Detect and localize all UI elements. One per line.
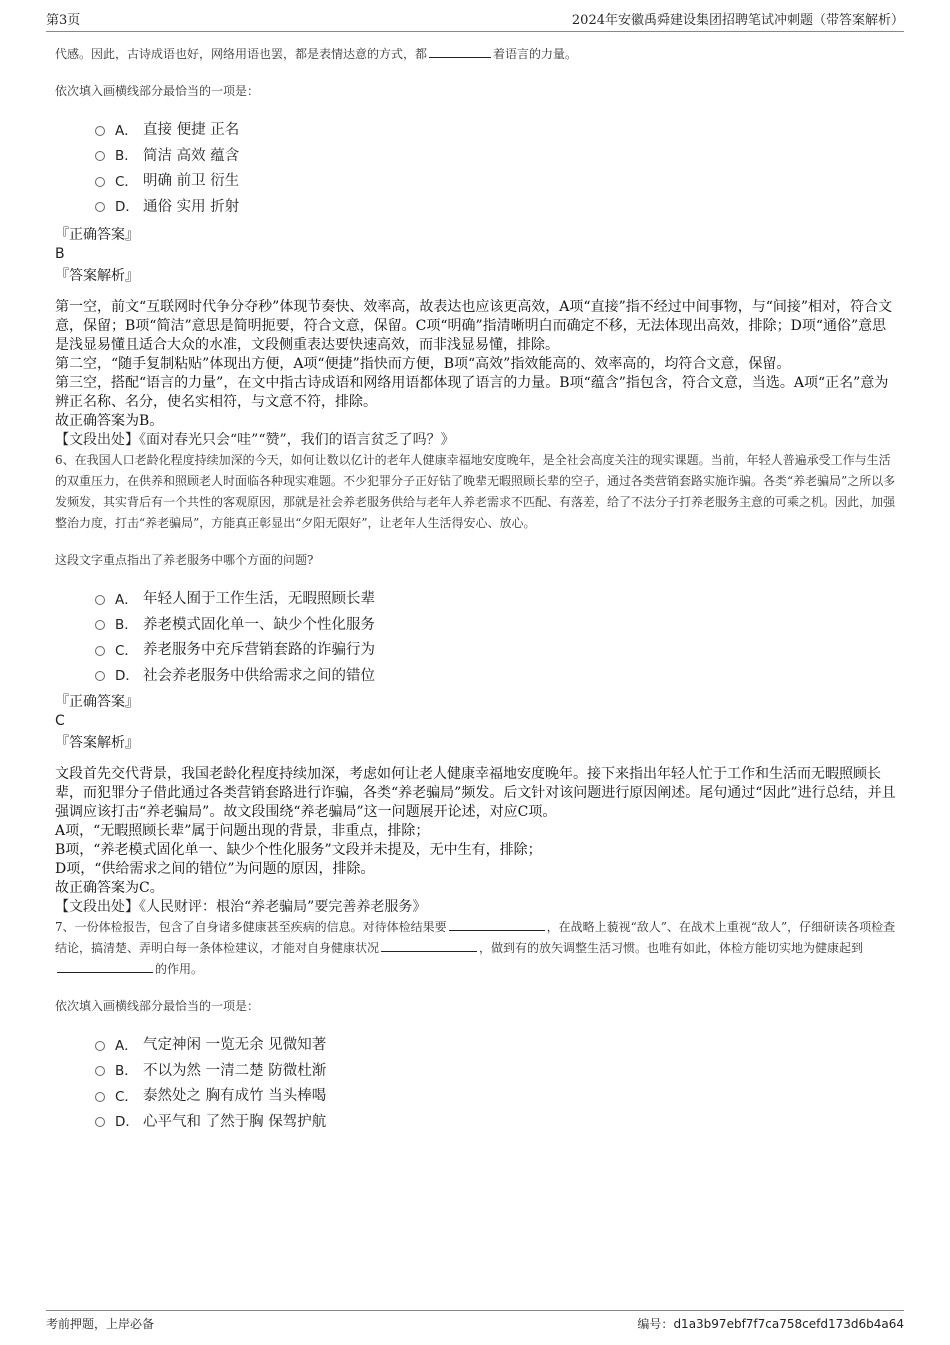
q6-prompt: 这段文字重点指出了养老服务中哪个方面的问题? — [55, 553, 314, 567]
q6-analysis-option-b: B项，“养老模式固化单一、缺少个性化服务”文段并未提及，无中生有，排除； — [55, 842, 542, 858]
q6-option-d[interactable]: D． 社会养老服务中供给需求之间的错位 — [95, 662, 898, 688]
q5-analysis-para-2: 第二空，“随手复制粘贴”体现出方便，A项“便捷”指快而方便，B项“高效”指效能高的、效率高的，均符合文意，保留。 — [55, 356, 791, 372]
q6-answer: C — [55, 713, 65, 729]
q6-option-c[interactable]: C． 养老服务中充斥营销套路的诈骗行为 — [95, 636, 898, 662]
q5-analysis-para-3: 第三空，搭配“语言的力量”，在文中指古诗成语和网络用语都体现了语言的力量。B项“蕴含”指包含，符合文意，当选。A项“正名”意为辨正名称、名分，使名实相符，与文意不符，排除。 — [55, 375, 889, 410]
radio-icon[interactable] — [95, 671, 105, 681]
q7-stem: 7、一份体检报告，包含了自身诸多健康甚至疾病的信息。对待体检结果要 ，在战略上藐视“敌人”、在战术上重视“敌人”，仔细研读各项检查结论，搞清楚、弄明白每一条体检建议，才能对自身健康状况 ，做到有的放矢调整生活习惯。也唯有如此，体检方能切实地为健康起到的作用。 — [55, 917, 898, 980]
radio-icon[interactable] — [95, 620, 105, 630]
q5-answer: B — [55, 246, 65, 262]
q7-prompt: 依次填入画横线部分最恰当的一项是： — [55, 999, 260, 1013]
q6-source: 【文段出处】《人民财评：根治“养老骗局”要完善养老服务》 — [55, 899, 427, 915]
q5-option-c[interactable]: C． 明确 前卫 衍生 — [95, 167, 898, 193]
q6-options — [95, 585, 898, 687]
q5-source: 【文段出处】《面对春光只会“哇”“赞”，我们的语言贫乏了吗？》 — [55, 432, 455, 448]
q5-option-b[interactable]: B． 简洁 高效 蕴含 — [95, 142, 898, 168]
page-content — [55, 44, 898, 1133]
q5-prompt: 依次填入画横线部分最恰当的一项是： — [55, 84, 260, 98]
q7-option-c[interactable]: C． 泰然处之 胸有成竹 当头棒喝 — [95, 1082, 898, 1108]
q5-analysis-conclusion: 故正确答案为B。 — [55, 413, 164, 429]
radio-icon[interactable] — [95, 202, 105, 212]
q7-option-b[interactable]: B． 不以为然 一清二楚 防微杜渐 — [95, 1057, 898, 1083]
q5-answer-label: 『正确答案』 — [55, 227, 139, 243]
q6-analysis-option-a: A项，“无暇照顾长辈”属于问题出现的背景，非重点，排除； — [55, 823, 430, 839]
q5-stem-tail: 代感。因此，古诗成语也好，网络用语也罢，都是表情达意的方式，都 着语言的力量。 — [55, 44, 898, 65]
radio-icon[interactable] — [95, 1041, 105, 1051]
q6-analysis-label: 『答案解析』 — [55, 735, 139, 751]
page-header — [46, 10, 904, 32]
radio-icon[interactable] — [95, 151, 105, 161]
document-title: 2024年安徽禹舜建设集团招聘笔试冲刺题（带答案解析） — [571, 13, 904, 28]
radio-icon[interactable] — [95, 1117, 105, 1127]
q6-option-b[interactable]: B． 养老模式固化单一、缺少个性化服务 — [95, 611, 898, 637]
q5-analysis-label: 『答案解析』 — [55, 268, 139, 284]
fill-blank — [449, 917, 545, 931]
fill-blank — [429, 44, 491, 58]
radio-icon[interactable] — [95, 1092, 105, 1102]
q6-stem: 6、在我国人口老龄化程度持续加深的今天，如何让数以亿计的老年人健康幸福地安度晚年，是全社会高度关注的现实课题。当前，年轻人普遍承受工作与生活的双重压力，在供养和照顾老人时面临各种现实难题。不少犯罪分子正好钻了晚辈无暇照顾长辈的空子，通过各类营销套路实施诈骗。各类“养老骗局”之所以多发频发，其实背后有一个共性的客观原因，那就是社会养老服务供给与老年人养老需求不匹配、有落差，给了不法分子打养老服务主意的可乘之机。因此，加强整治力度，打击“养老骗局”，方能真正彰显出“夕阳无限好”，让老年人生活得安心、放心。 — [55, 453, 896, 530]
fill-blank — [381, 938, 477, 952]
q6-analysis-option-d: D项，“供给需求之间的错位”为问题的原因，排除。 — [55, 861, 375, 877]
radio-icon[interactable] — [95, 1066, 105, 1076]
q7-options — [95, 1031, 898, 1133]
page-number: 第3页 — [46, 13, 81, 28]
q7-option-a[interactable]: A． 气定神闲 一览无余 见微知著 — [95, 1031, 898, 1057]
footer-slogan: 考前押题，上岸必备 — [46, 1317, 155, 1331]
radio-icon[interactable] — [95, 595, 105, 605]
q5-option-d[interactable]: D． 通俗 实用 折射 — [95, 193, 898, 219]
radio-icon[interactable] — [95, 126, 105, 136]
page-footer — [46, 1310, 904, 1336]
q5-analysis-para-1: 第一空，前文“互联网时代争分夺秒”体现节奏快、效率高，故表达也应该更高效，A项“直接”指不经过中间事物，与“间接”相对，符合文意，保留；B项“简洁”意思是简明扼要，符合文意，保留。C项“明确”指清晰明白而确定不移，无法体现出高效，排除；D项“通俗”意思是浅显易懂且适合大众的水准，文段侧重表达要快速高效，而非浅显易懂，排除。 — [55, 299, 893, 353]
q7-option-d[interactable]: D． 心平气和 了然于胸 保驾护航 — [95, 1108, 898, 1134]
fill-blank — [57, 959, 153, 973]
q6-option-a[interactable]: A． 年轻人囿于工作生活，无暇照顾长辈 — [95, 585, 898, 611]
q5-option-a[interactable]: A． 直接 便捷 正名 — [95, 116, 898, 142]
q5-options — [95, 116, 898, 218]
document-code: 编号：d1a3b97ebf7f7ca758cefd173d6b4a64 — [637, 1317, 904, 1331]
q6-analysis-conclusion: 故正确答案为C。 — [55, 880, 164, 896]
q6-answer-label: 『正确答案』 — [55, 694, 139, 710]
q6-analysis-para-1: 文段首先交代背景，我国老龄化程度持续加深，考虑如何让老人健康幸福地安度晚年。接下来指出年轻人忙于工作和生活而无暇照顾长辈，而犯罪分子借此通过各类营销套路进行诈骗，各类“养老骗局”频发。后文针对该问题进行原因阐述。尾句通过“因此”进行总结，并且强调应该打击“养老骗局”。故文段围绕“养老骗局”这一问题展开论述，对应C项。 — [55, 766, 896, 820]
radio-icon[interactable] — [95, 177, 105, 187]
radio-icon[interactable] — [95, 646, 105, 656]
